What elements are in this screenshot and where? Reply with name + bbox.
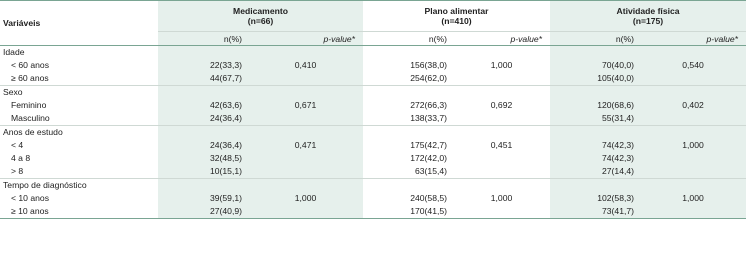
- cell-p-value: [453, 72, 550, 86]
- cell-n-percent: [550, 86, 640, 100]
- cell-n-percent: 105(40,0): [550, 72, 640, 86]
- group-label: Anos de estudo: [0, 126, 158, 140]
- group-n: (n=410): [441, 16, 472, 26]
- cell-p-value: [640, 179, 746, 193]
- group-header-plano-alimentar: [363, 1, 550, 32]
- cell-p-value: [248, 46, 363, 60]
- table-row: [0, 86, 746, 100]
- cell-p-value: [248, 126, 363, 140]
- table-row: [0, 165, 746, 179]
- table-row: [0, 152, 746, 165]
- table-row: [0, 112, 746, 126]
- subheader-p: p-value*: [248, 32, 363, 46]
- cell-p-value: 1,000: [490, 193, 513, 203]
- subheader-n: n(%): [363, 32, 453, 46]
- cell-p-value: [453, 46, 550, 60]
- cell-p-value: [640, 126, 746, 140]
- cell-n-percent: 24(36,4): [158, 139, 248, 152]
- cell-p-value: [248, 152, 363, 165]
- group-name: Plano alimentar: [424, 6, 489, 16]
- table-body: [0, 46, 746, 219]
- cell-n-percent: [550, 179, 640, 193]
- header-row-groups: [0, 1, 746, 32]
- row-label: ≥ 10 anos: [0, 205, 158, 219]
- cell-p-value: [248, 205, 363, 219]
- cell-n-percent: 74(42,3): [550, 139, 640, 152]
- cell-n-percent: [363, 126, 453, 140]
- cell-n-percent: 24(36,4): [158, 112, 248, 126]
- cell-n-percent: 73(41,7): [550, 205, 640, 219]
- cell-n-percent: 138(33,7): [410, 113, 448, 123]
- cell-p-value: 0,451: [490, 140, 513, 150]
- table-row: [0, 126, 746, 140]
- cell-n-percent: [363, 46, 453, 60]
- row-label: < 10 anos: [11, 193, 49, 203]
- row-label: ≥ 60 anos: [11, 73, 49, 83]
- cell-p-value: 0,402: [640, 99, 746, 112]
- cell-n-percent: 74(42,3): [550, 152, 640, 165]
- table-row: [0, 72, 746, 86]
- row-label: 4 a 8: [11, 153, 31, 163]
- subheader-n: n(%): [158, 32, 248, 46]
- group-header-medicamento: [158, 1, 363, 32]
- cell-p-value: 0,692: [490, 100, 513, 110]
- group-label: Idade: [3, 47, 25, 57]
- table-row: [0, 46, 746, 60]
- table-row: [0, 192, 746, 205]
- cell-n-percent: 70(40,0): [550, 59, 640, 72]
- cell-n-percent: 156(38,0): [410, 60, 448, 70]
- cell-n-percent: 170(41,5): [363, 205, 453, 219]
- cell-n-percent: 27(14,4): [550, 165, 640, 179]
- cell-p-value: 1,000: [248, 192, 363, 205]
- group-n: (n=175): [632, 16, 664, 26]
- cell-p-value: [453, 165, 550, 179]
- cell-n-percent: 240(58,5): [410, 193, 448, 203]
- cell-p-value: [248, 86, 363, 100]
- cell-n-percent: 175(42,7): [410, 140, 448, 150]
- cell-p-value: [640, 205, 746, 219]
- cell-p-value: [453, 86, 550, 100]
- row-label: > 8: [11, 166, 24, 176]
- table-row: [0, 59, 746, 72]
- group-n: (n=66): [247, 16, 274, 26]
- cell-n-percent: [158, 126, 248, 140]
- cell-p-value: [640, 72, 746, 86]
- cell-p-value: [248, 72, 363, 86]
- row-label: < 4: [11, 140, 24, 150]
- cell-p-value: [453, 112, 550, 126]
- variables-header: Variáveis: [3, 18, 41, 28]
- group-name: Medicamento: [233, 6, 288, 16]
- cell-n-percent: 272(66,3): [410, 100, 448, 110]
- cell-p-value: [248, 112, 363, 126]
- cell-p-value: [248, 165, 363, 179]
- table-row: [0, 205, 746, 219]
- cell-p-value: 0,540: [640, 59, 746, 72]
- subheader-p: p-value*: [453, 32, 550, 46]
- cell-n-percent: [363, 86, 453, 100]
- cell-p-value: [640, 152, 746, 165]
- cell-n-percent: [363, 179, 453, 193]
- cell-p-value: 0,471: [248, 139, 363, 152]
- table-row: [0, 99, 746, 112]
- cell-n-percent: 55(31,4): [550, 112, 640, 126]
- group-label: Sexo: [0, 86, 158, 100]
- group-header-atividade-fisica: [550, 1, 746, 32]
- cell-n-percent: [550, 46, 640, 60]
- cell-n-percent: 102(58,3): [550, 192, 640, 205]
- table-row: [0, 139, 746, 152]
- cell-n-percent: [158, 86, 248, 100]
- row-label: Masculino: [11, 113, 50, 123]
- cell-p-value: [453, 179, 550, 193]
- cell-p-value: [453, 205, 550, 219]
- cell-n-percent: 27(40,9): [158, 205, 248, 219]
- cell-n-percent: 22(33,3): [158, 59, 248, 72]
- subheader-n: n(%): [550, 32, 640, 46]
- group-label: Tempo de diagnóstico: [0, 179, 158, 193]
- cell-p-value: 0,410: [248, 59, 363, 72]
- cell-p-value: [640, 86, 746, 100]
- cell-p-value: [248, 179, 363, 193]
- cell-n-percent: 120(68,6): [550, 99, 640, 112]
- cell-n-percent: 254(62,0): [410, 73, 448, 83]
- row-label: < 60 anos: [11, 60, 49, 70]
- cell-n-percent: 39(59,1): [158, 192, 248, 205]
- table-row: [0, 179, 746, 193]
- group-name: Atividade física: [616, 6, 680, 16]
- cell-n-percent: 172(42,0): [410, 153, 448, 163]
- cell-n-percent: 32(48,5): [158, 152, 248, 165]
- cell-n-percent: 63(15,4): [415, 166, 448, 176]
- cell-n-percent: 10(15,1): [158, 165, 248, 179]
- cell-p-value: 0,671: [248, 99, 363, 112]
- cell-p-value: 1,000: [490, 60, 513, 70]
- cell-p-value: [640, 46, 746, 60]
- cell-p-value: 1,000: [640, 192, 746, 205]
- row-label: Feminino: [11, 100, 47, 110]
- subheader-p: p-value*: [640, 32, 746, 46]
- cell-p-value: [453, 126, 550, 140]
- cell-n-percent: [550, 126, 640, 140]
- cell-n-percent: 42(63,6): [158, 99, 248, 112]
- cell-n-percent: [158, 46, 248, 60]
- cell-n-percent: [158, 179, 248, 193]
- cell-p-value: [453, 152, 550, 165]
- cell-p-value: 1,000: [640, 139, 746, 152]
- cell-n-percent: 44(67,7): [158, 72, 248, 86]
- cell-p-value: [640, 112, 746, 126]
- cell-p-value: [640, 165, 746, 179]
